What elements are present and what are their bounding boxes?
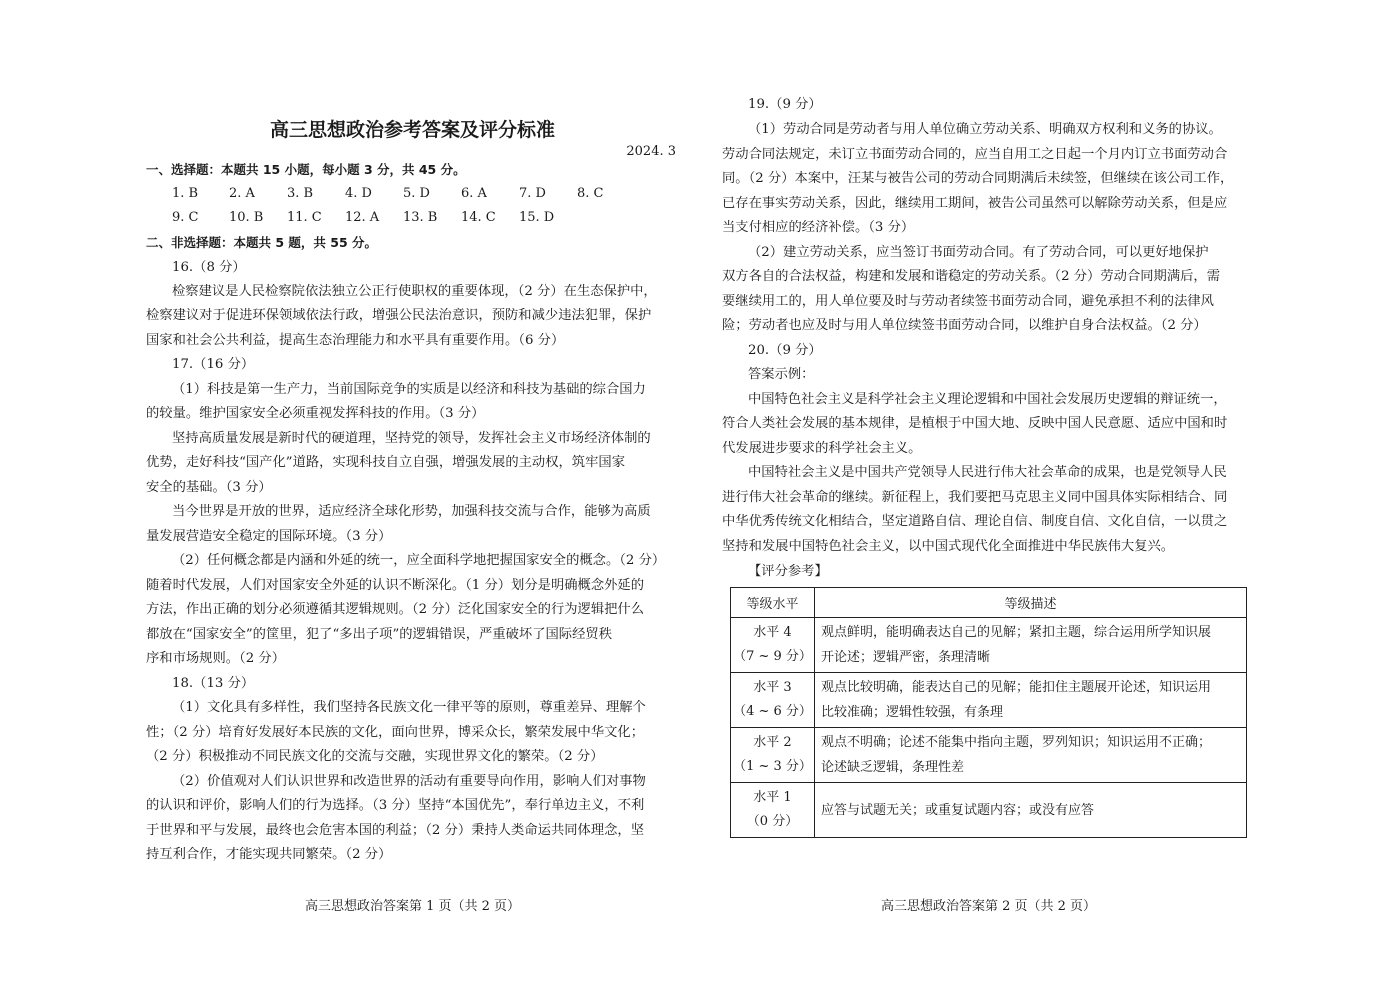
- level-name: 水平 3: [753, 680, 792, 695]
- date: 2024. 3: [626, 144, 676, 159]
- table-row: [731, 673, 1247, 728]
- paragraph-line: 国家和社会公共利益，提高生态治理能力和水平具有重要作用。（6 分）: [146, 333, 565, 348]
- description-line: 论述缺乏逻辑，条理性差: [821, 760, 965, 775]
- answer-item: 7. D: [519, 186, 546, 201]
- paragraph-line: （1）科技是第一生产力，当前国际竞争的实质是以经济和科技为基础的综合国力: [172, 382, 646, 397]
- paragraph-line: 于世界和平与发展，最终也会危害本国的利益；（2 分）秉持人类命运共同体理念，坚: [146, 823, 645, 838]
- paragraph-line: 答案示例：: [748, 367, 815, 382]
- table-header-description: 等级描述: [815, 588, 1247, 618]
- section-essay-heading: 二、非选择题：本题共 5 题，共 55 分。: [146, 235, 378, 250]
- table-row: [731, 618, 1247, 673]
- table-row: [731, 783, 1247, 838]
- page-footer: 高三思想政治答案第 2 页（共 2 页）: [880, 899, 1097, 914]
- paragraph-line: 方法，作出正确的划分必须遵循其逻辑规则。（2 分）泛化国家安全的行为逻辑把什么: [146, 602, 645, 617]
- grading-table: [730, 587, 1247, 838]
- page-title: 高三思想政治参考答案及评分标准: [269, 119, 555, 141]
- description-line: 观点不明确；论述不能集中指向主题，罗列知识；知识运用不正确；: [821, 735, 1212, 750]
- paragraph-line: 中国特社会主义是中国共产党领导人民进行伟大社会革命的成果，也是党领导人民: [748, 465, 1227, 480]
- paragraph-line: 当支付相应的经济补偿。（3 分）: [722, 220, 915, 235]
- paragraph-line: 检察建议对于促进环保领域依法行政，增强公民法治意识，预防和减少违法犯罪，保护: [146, 308, 652, 323]
- question-19-header: 19.（9 分）: [748, 97, 822, 112]
- answer-item: 15. D: [519, 210, 555, 225]
- answer-item: 4. D: [345, 186, 372, 201]
- paragraph-line: 的较量。维护国家安全必须重视发挥科技的作用。（3 分）: [146, 406, 485, 421]
- answer-item: 8. C: [577, 186, 604, 201]
- paragraph-line: （2）建立劳动关系，应当签订书面劳动合同。有了劳动合同，可以更好地保护: [748, 245, 1209, 260]
- paragraph-line: （1）文化具有多样性，我们坚持各民族文化一律平等的原则，尊重差异、理解个: [172, 700, 646, 715]
- paragraph-line: 坚持和发展中国特色社会主义，以中国式现代化全面推进中华民族伟大复兴。: [722, 539, 1175, 554]
- level-points: （1 ~ 3 分）: [733, 759, 812, 774]
- paragraph-line: 坚持高质量发展是新时代的硬道理，坚持党的领导，发挥社会主义市场经济体制的: [172, 431, 651, 446]
- description-line: 应答与试题无关；或重复试题内容；或没有应答: [821, 802, 1095, 818]
- level-name: 水平 2: [753, 735, 792, 750]
- description-cell: [815, 618, 1247, 673]
- paragraph-line: 代发展进步要求的科学社会主义。: [722, 441, 922, 456]
- answer-item: 11. C: [287, 210, 322, 225]
- description-line: 观点鲜明，能明确表达自己的见解；紧扣主题，综合运用所学知识展: [821, 625, 1212, 640]
- level-points: （0 分）: [746, 814, 799, 829]
- table-row: [731, 728, 1247, 783]
- paragraph-line: 优势，走好科技“国产化”道路，实现科技自立自强，增强发展的主动权，筑牢国家: [146, 455, 625, 470]
- paragraph-line: 量发展营造安全稳定的国际环境。（3 分）: [146, 529, 392, 544]
- paragraph-line: 双方各自的合法权益，构建和发展和谐稳定的劳动关系。（2 分）劳动合同期满后，需: [722, 269, 1221, 284]
- paragraph-line: 符合人类社会发展的基本规律，是植根于中国大地、反映中国人民意愿、适应中国和时: [722, 416, 1228, 431]
- paragraph-line: 险；劳动者也应及时与用人单位续签书面劳动合同，以维护自身合法权益。（2 分）: [722, 318, 1207, 333]
- description-cell: [815, 783, 1247, 838]
- paragraph-line: 持互利合作，才能实现共同繁荣。（2 分）: [146, 847, 392, 862]
- level-cell: [731, 783, 815, 838]
- section-choice-heading: 一、选择题：本题共 15 小题，每小题 3 分，共 45 分。: [146, 162, 466, 177]
- paragraph-line: 中华优秀传统文化相结合，坚定道路自信、理论自信、制度自信、文化自信，一以贯之: [722, 514, 1228, 529]
- question-16-header: 16.（8 分）: [172, 260, 246, 275]
- paragraph-line: 的认识和评价，影响人们的行为选择。（3 分）坚持“本国优先”，奉行单边主义，不利: [146, 798, 645, 813]
- answer-item: 10. B: [229, 210, 264, 225]
- level-cell: [731, 618, 815, 673]
- level-cell: [731, 728, 815, 783]
- paragraph-line: 劳动合同法规定，未订立书面劳动合同的，应当自用工之日起一个月内订立书面劳动合: [722, 147, 1228, 162]
- answer-item: 5. D: [403, 186, 430, 201]
- level-cell: [731, 673, 815, 728]
- level-name: 水平 4: [753, 625, 792, 640]
- paragraph-line: 同。（2 分）本案中，汪某与被告公司的劳动合同期满后未续签，但继续在该公司工作，: [722, 171, 1234, 186]
- answer-item: 6. A: [461, 186, 487, 201]
- question-17-header: 17.（16 分）: [172, 357, 255, 372]
- paragraph-line: 中国特色社会主义是科学社会主义理论逻辑和中国社会发展历史逻辑的辩证统一，: [748, 392, 1227, 407]
- paragraph-line: 性；（2 分）培育好发展好本民族的文化，面向世界，博采众长，繁荣发展中华文化；: [146, 725, 645, 740]
- paragraph-line: （2 分）积极推动不同民族文化的交流与交融，实现世界文化的繁荣。（2 分）: [146, 749, 604, 764]
- description-cell: [815, 728, 1247, 783]
- table-header-row: [731, 588, 1247, 618]
- paragraph-line: （1）劳动合同是劳动者与用人单位确立劳动关系、明确双方权利和义务的协议。: [748, 122, 1222, 137]
- choice-answers-row-2: [172, 208, 559, 228]
- paragraph-line: （2）价值观对人们认识世界和改造世界的活动有重要导向作用，影响人们对事物: [172, 774, 646, 789]
- paragraph-line: 安全的基础。（3 分）: [146, 480, 272, 495]
- question-18-header: 18.（13 分）: [172, 676, 255, 691]
- paragraph-line: 要继续用工的，用人单位要及时与劳动者续签书面劳动合同，避免承担不利的法律风: [722, 294, 1214, 309]
- answer-item: 14. C: [461, 210, 496, 225]
- grading-reference-label: 【评分参考】: [748, 564, 828, 579]
- level-points: （4 ~ 6 分）: [733, 704, 812, 719]
- choice-answers-row-1: [172, 184, 617, 204]
- paragraph-line: 序和市场规则。（2 分）: [146, 651, 286, 666]
- answer-item: 9. C: [172, 210, 199, 225]
- answer-item: 3. B: [287, 186, 314, 201]
- paragraph-line: 进行伟大社会革命的继续。新征程上，我们要把马克思主义同中国具体实际相结合、同: [722, 490, 1228, 505]
- level-points: （7 ~ 9 分）: [733, 649, 812, 664]
- paragraph-line: 随着时代发展，人们对国家安全外延的认识不断深化。（1 分）划分是明确概念外延的: [146, 578, 645, 593]
- paragraph-line: 已存在事实劳动关系，因此，继续用工期间，被告公司虽然可以解除劳动关系，但是应: [722, 196, 1228, 211]
- description-line: 开论述；逻辑严密，条理清晰: [821, 650, 991, 665]
- paragraph-line: （2）任何概念都是内涵和外延的统一，应全面科学地把握国家安全的概念。（2 分）: [172, 553, 666, 568]
- page-footer: 高三思想政治答案第 1 页（共 2 页）: [304, 899, 521, 914]
- paragraph-line: 当今世界是开放的世界，适应经济全球化形势，加强科技交流与合作，能够为高质: [172, 504, 651, 519]
- description-line: 观点比较明确，能表达自己的见解；能扣住主题展开论述，知识运用: [821, 680, 1212, 695]
- level-name: 水平 1: [753, 790, 792, 805]
- answer-item: 13. B: [403, 210, 438, 225]
- description-line: 比较准确；逻辑性较强，有条理: [821, 705, 1004, 720]
- answer-item: 12. A: [345, 210, 380, 225]
- paragraph-line: 都放在“国家安全”的筐里，犯了“多出子项”的逻辑错误，严重破坏了国际经贸秩: [146, 627, 612, 642]
- question-20-header: 20.（9 分）: [748, 343, 822, 358]
- paragraph-line: 检察建议是人民检察院依法独立公正行使职权的重要体现，（2 分）在生态保护中，: [172, 284, 657, 299]
- answer-item: 2. A: [229, 186, 255, 201]
- description-cell: [815, 673, 1247, 728]
- answer-item: 1. B: [172, 186, 199, 201]
- table-header-level: 等级水平: [731, 588, 815, 618]
